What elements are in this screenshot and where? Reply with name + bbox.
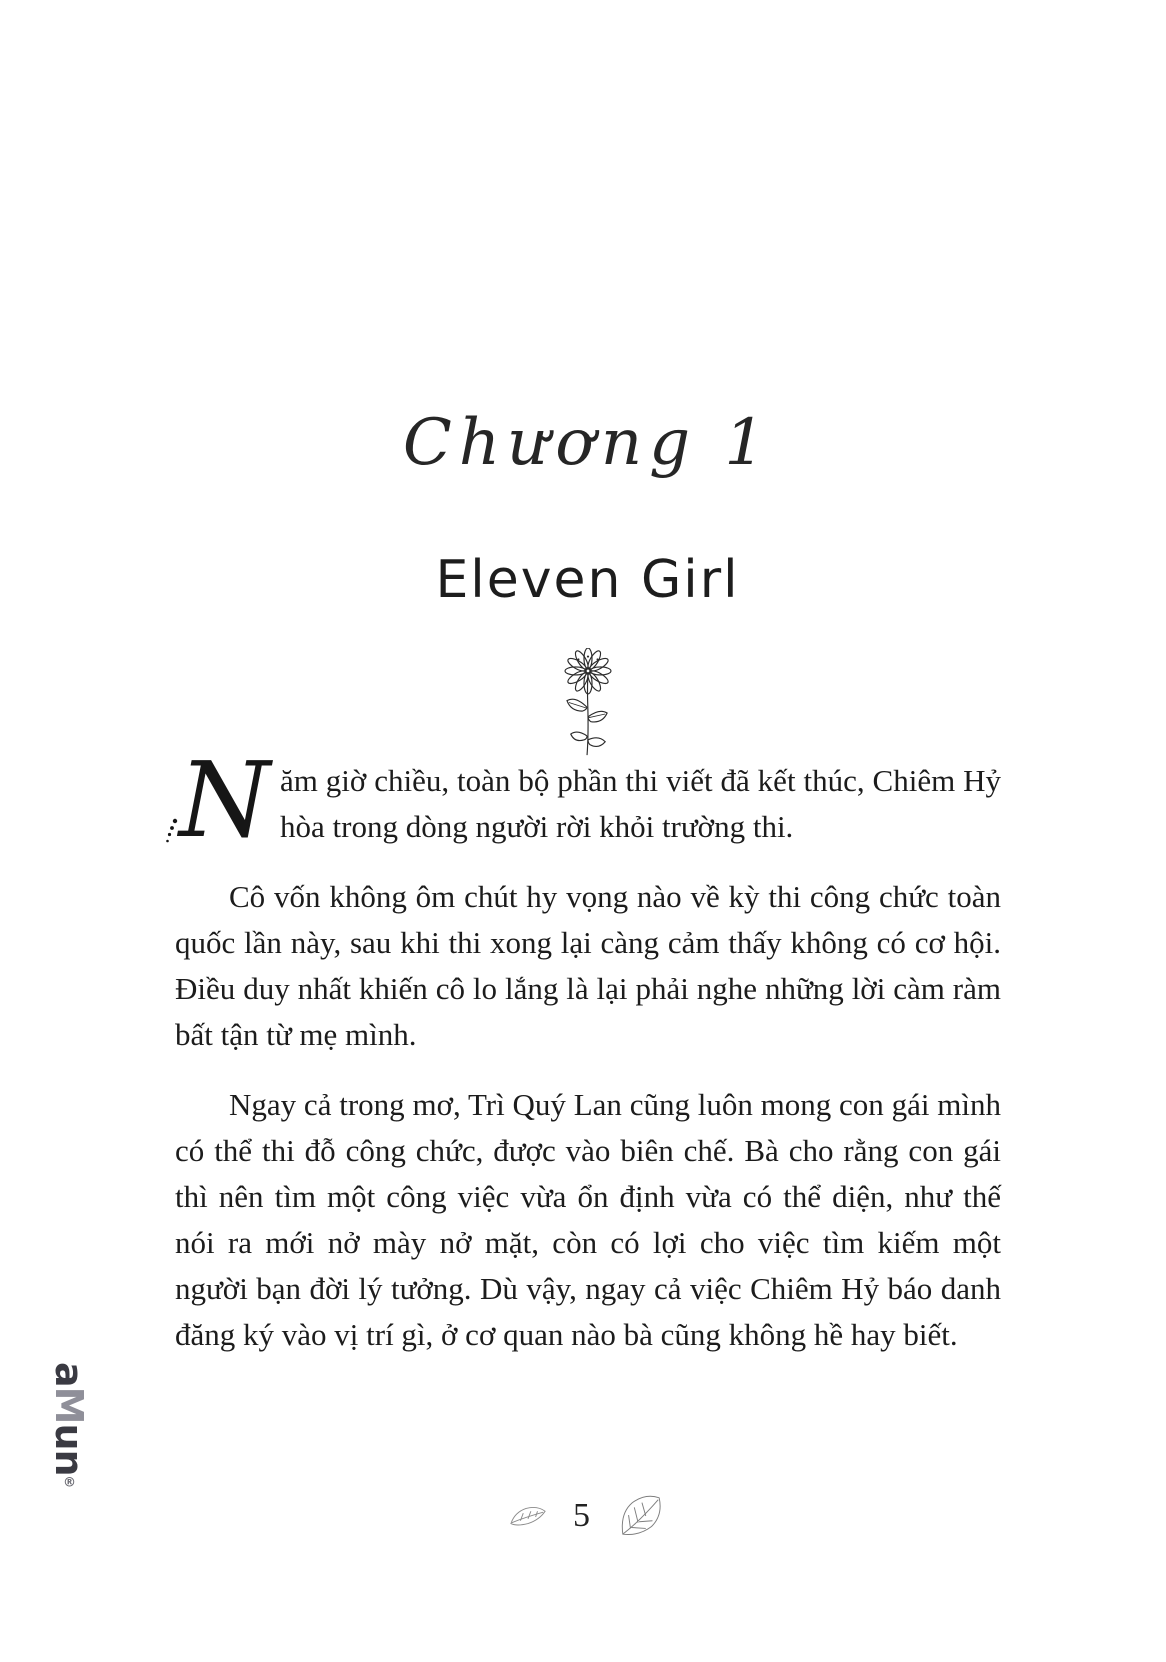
- paragraph: Cô vốn không ôm chút hy vọng nào về kỳ thi công chức toàn quốc lần này, sau khi thi xong lại càng cảm thấy không có cơ hội. Điều duy nhất khiến cô lo lắng là lại phải nghe những lời càm ràm bất tận từ mẹ mình.: [175, 879, 1001, 1052]
- drop-cap-flourish-dots-icon: [165, 816, 179, 844]
- drop-cap: [175, 739, 280, 861]
- page-footer: [175, 1494, 1000, 1538]
- publisher-logo-letter-a: a: [47, 1362, 91, 1387]
- paragraph-text: ăm giờ chiều, toàn bộ phần thi viết đã kết thúc, Chiêm Hỷ hòa trong dòng người rời khỏi trường thi.: [280, 763, 1001, 844]
- flower-ornament-icon: [175, 648, 1000, 758]
- publisher-logo: [47, 1362, 91, 1490]
- chapter-number-heading: Chương 1: [402, 406, 773, 480]
- page-number: 5: [573, 1497, 590, 1534]
- body-text: [175, 739, 1001, 1358]
- chapter-title: Eleven Girl: [435, 550, 740, 610]
- leaf-large-icon: [616, 1494, 666, 1538]
- paragraph: [175, 739, 1001, 861]
- registered-trademark-icon: ®: [62, 1475, 77, 1490]
- drop-cap-letter: N: [179, 739, 270, 861]
- publisher-logo-letter-m: M: [47, 1386, 91, 1424]
- paragraph: Ngay cả trong mơ, Trì Quý Lan cũng luôn mong con gái mình có thể thi đỗ công chức, được vào biên chế. Bà cho rằng con gái thì nên tìm một công việc vừa ổn định vừa có thể diện, như thế nói ra mới nở mày nở mặt, còn có lợi cho việc tìm kiếm một người bạn đời lý tưởng. Dù vậy, ngay cả việc Chiêm Hỷ báo danh đăng ký vào vị trí gì, ở cơ quan nào bà cũng không hề hay biết.: [175, 1087, 1001, 1352]
- flower-ornament-svg: [553, 648, 623, 758]
- publisher-logo-letters-un: un: [47, 1423, 91, 1476]
- leaf-small-icon: [509, 1504, 547, 1528]
